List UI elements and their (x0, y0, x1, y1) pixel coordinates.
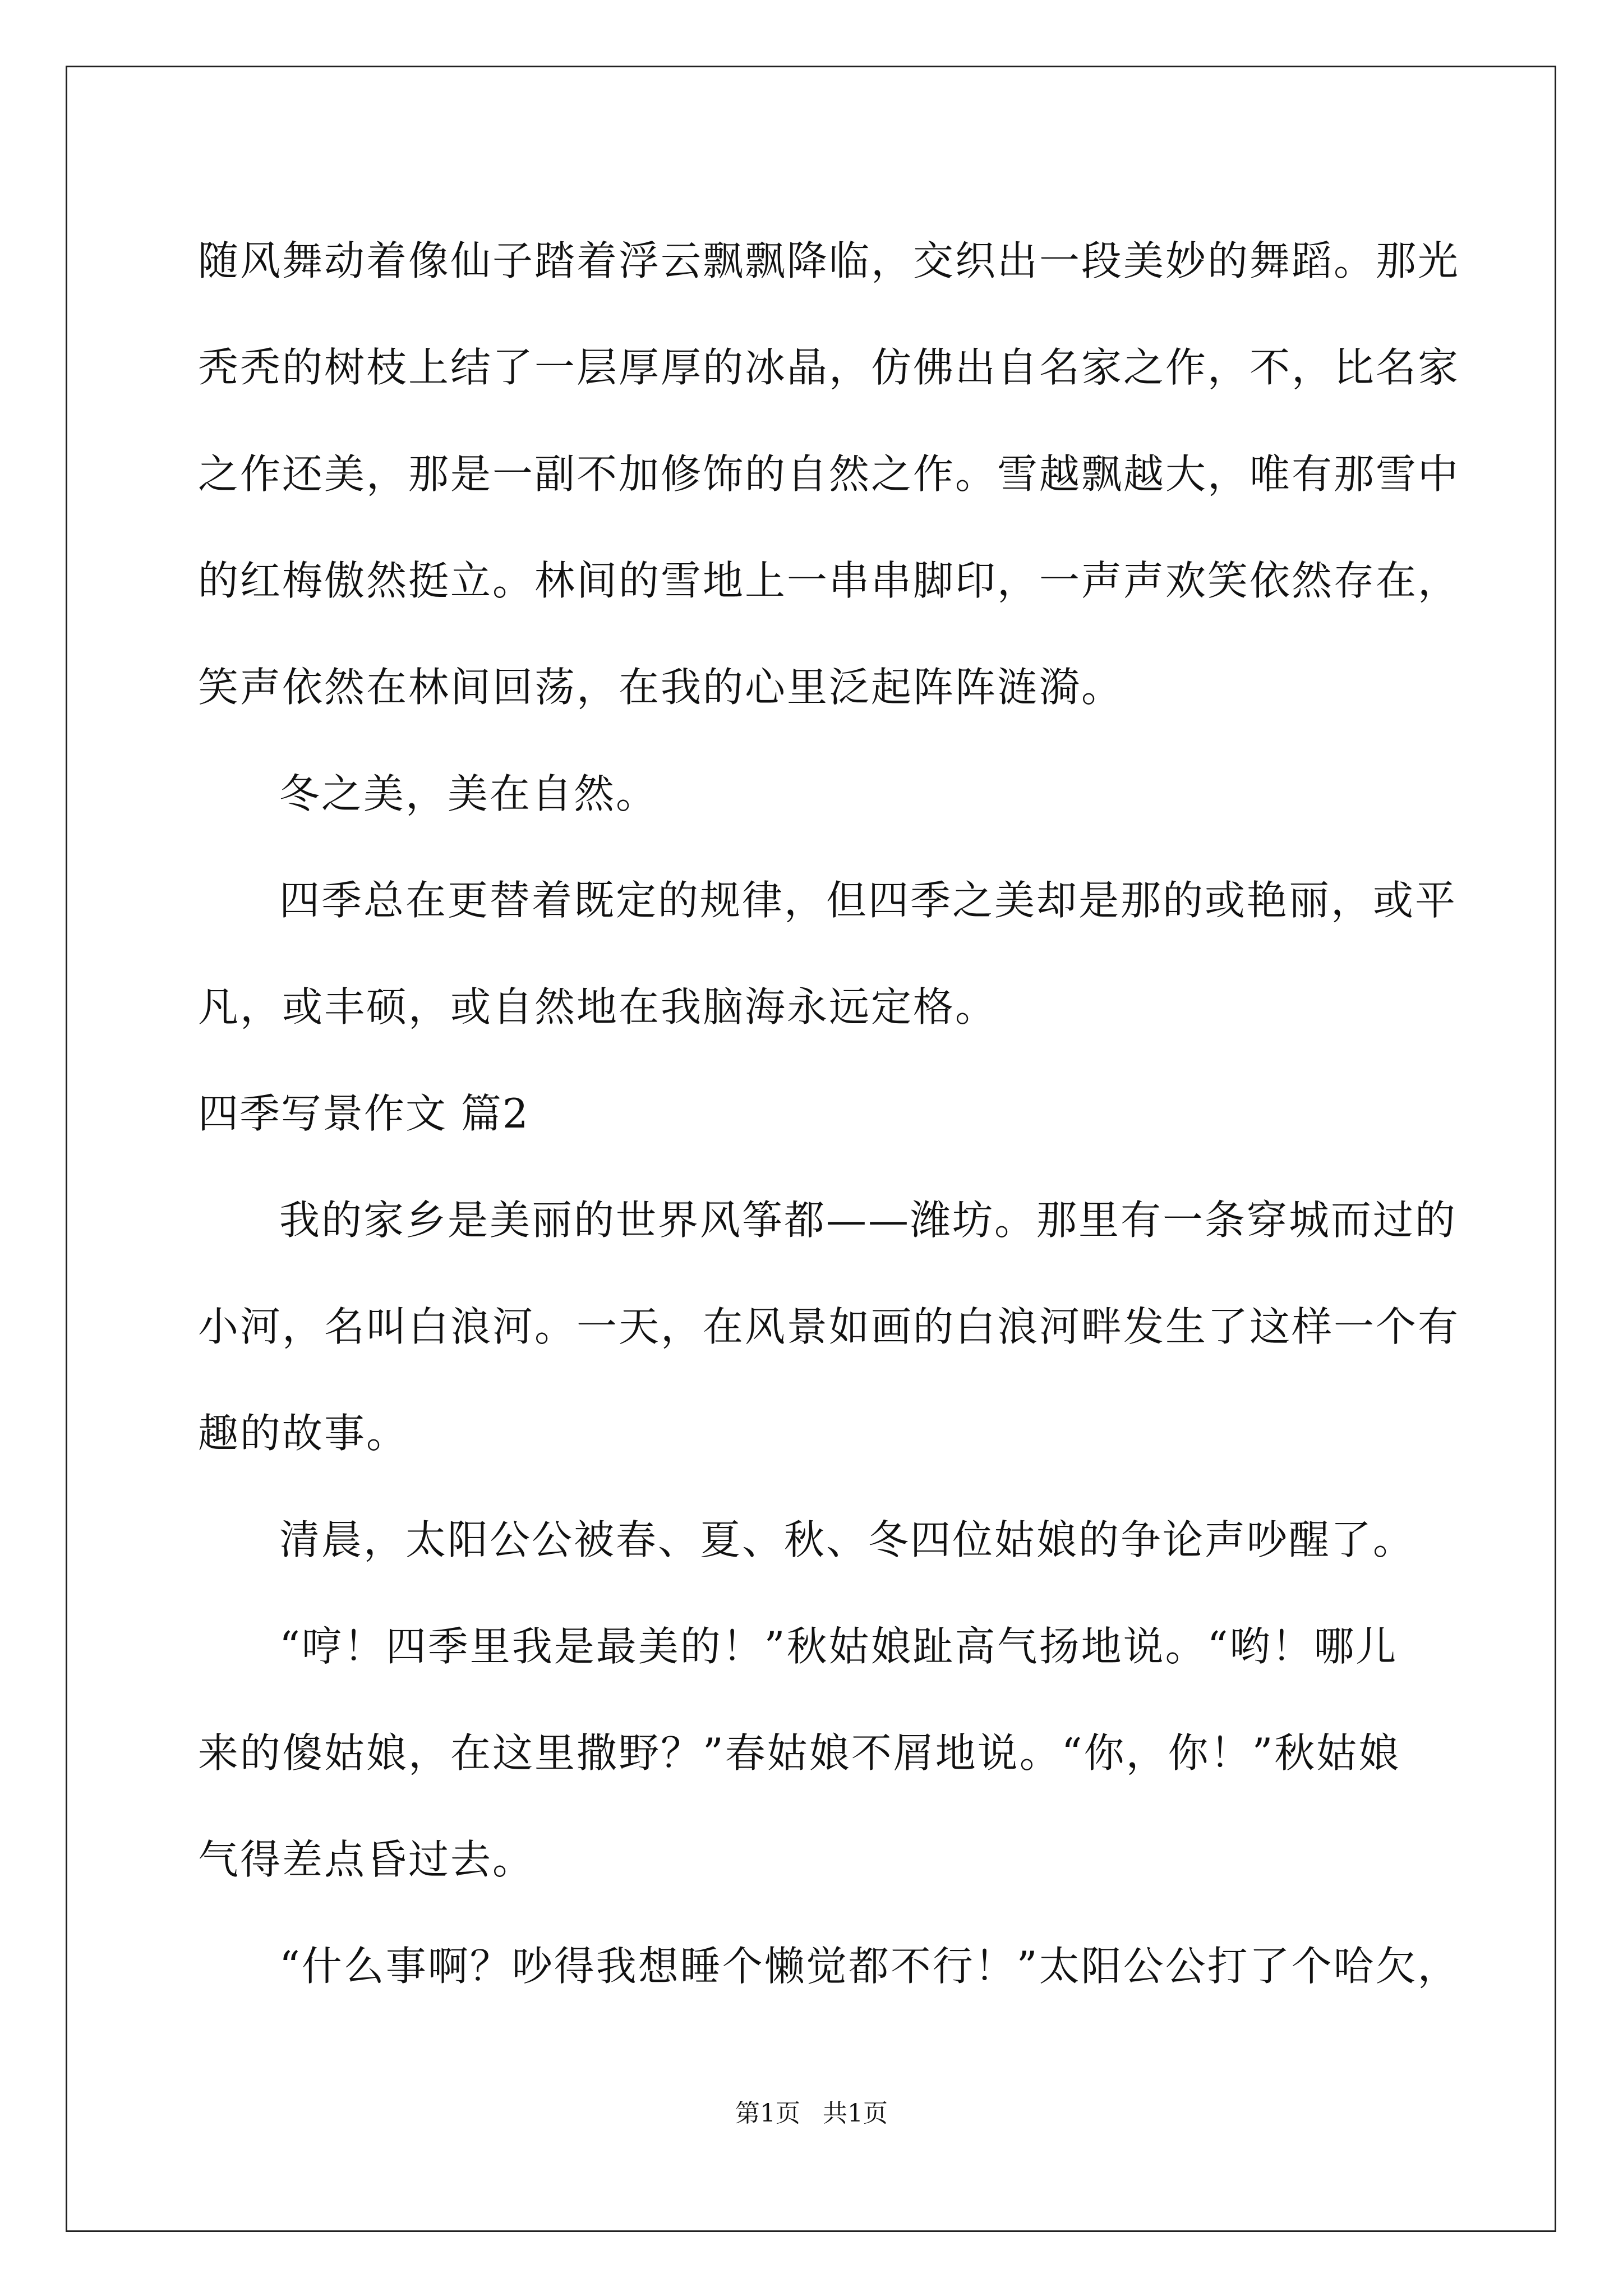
text-line-11: 小河，名叫白浪河。一天，在风景如画的白浪河畔发生了这样一个有 (198, 1303, 1460, 1350)
text-line-2: 秃秃的树枝上结了一层厚厚的冰晶，仿佛出自名家之作，不，比名家 (198, 344, 1460, 391)
text-line-13: 清晨，太阳公公被春、夏、秋、冬四位姑娘的争论声吵醒了。 (279, 1516, 1415, 1563)
text-line-5: 笑声依然在林间回荡，在我的心里泛起阵阵涟漪。 (198, 664, 1124, 711)
text-line-16: 气得差点昏过去。 (198, 1836, 535, 1883)
total-pages: 共1页 (823, 2099, 888, 2128)
text-line-12: 趣的故事。 (198, 1410, 409, 1457)
section-heading: 四季写景作文 篇2 (198, 1090, 529, 1137)
text-line-15: 来的傻姑娘，在这里撒野？”春姑娘不屑地说。“你，你！”秋姑娘 (198, 1729, 1401, 1777)
text-line-17: “什么事啊？吵得我想睡个懒觉都不行！”太阳公公打了个哈欠， (279, 1943, 1460, 1990)
page-footer (0, 2097, 1623, 2131)
text-line-7: 四季总在更替着既定的规律，但四季之美却是那的或艳丽，或平 (279, 877, 1458, 924)
text-line-6: 冬之美，美在自然。 (279, 770, 658, 817)
text-line-1: 随风舞动着像仙子踏着浮云飘飘降临，交织出一段美妙的舞蹈。那光 (198, 237, 1460, 284)
text-line-8: 凡，或丰硕，或自然地在我脑海永远定格。 (198, 983, 998, 1030)
document-body (198, 208, 1460, 2019)
text-line-10: 我的家乡是美丽的世界风筝都——潍坊。那里有一条穿城而过的 (279, 1197, 1458, 1244)
text-line-4: 的红梅傲然挺立。林间的雪地上一串串脚印，一声声欢笑依然存在， (198, 557, 1460, 604)
text-line-3: 之作还美，那是一副不加修饰的自然之作。雪越飘越大，唯有那雪中 (198, 450, 1460, 498)
text-line-14: “哼！四季里我是最美的！”秋姑娘趾高气扬地说。“哟！哪儿 (279, 1623, 1398, 1670)
page-number: 第1页 (735, 2099, 800, 2128)
